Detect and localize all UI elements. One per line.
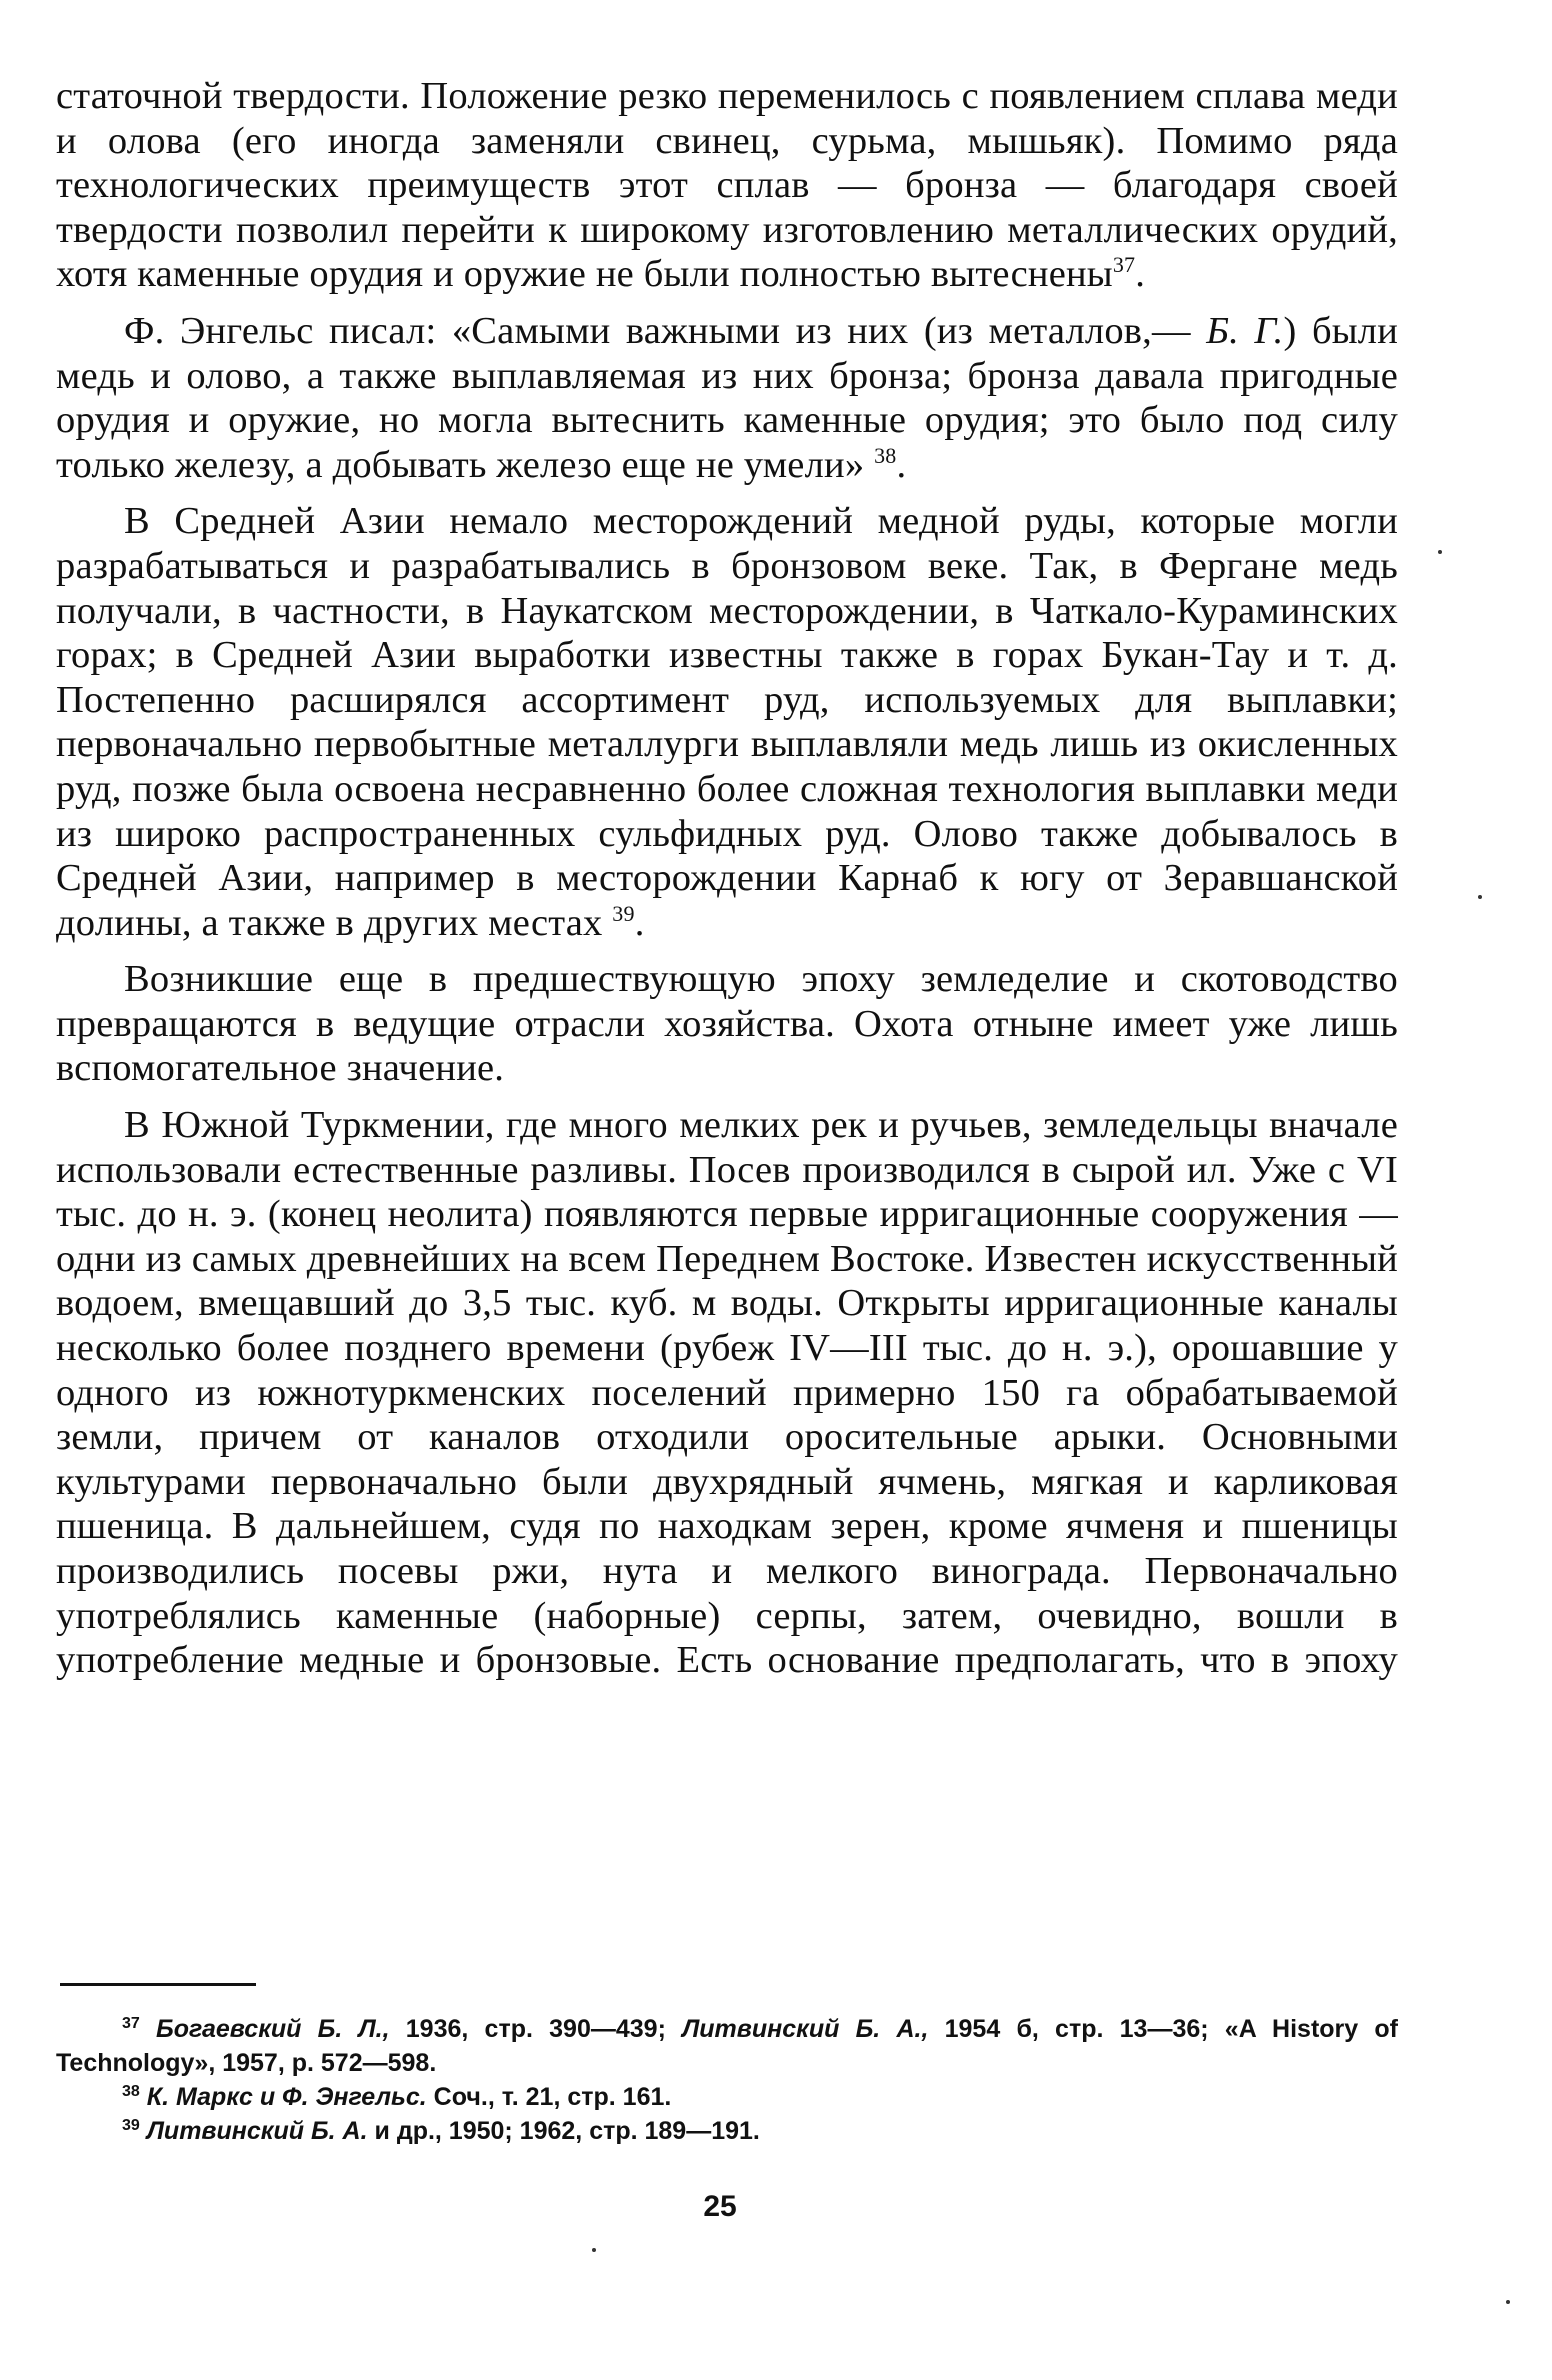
author-initials: Б. Г.: [1206, 309, 1284, 352]
scan-speck: [1478, 895, 1482, 899]
footnotes: [56, 2012, 1398, 2148]
footnote-ref: 39: [612, 900, 635, 926]
paragraph: Ф. Энгельс писал: «Самыми важными из них (из металлов,— Б. Г.) были медь и олово, а также выплавляемая из них бронза; бронза давала пригодные орудия и оружие, но могла вытеснить каменные орудия; это было под силу только железу, а добывать железо еще не умели» $^{38}$.: [56, 309, 1399, 486]
footnote-ref: 37: [1112, 252, 1136, 278]
footnote: $^{39}$ Литвинский Б. А. и др., 1950; 1962, стр. 189—191.: [122, 2117, 760, 2145]
paragraph: В Средней Азии немало месторождений медной руды, которые могли разрабатываться и разрабатывались в бронзовом веке. Так, в Фергане медь получали, в частности, в Наукатском месторождении, в Чаткало-Кураминских горах; в Средней Азии выработки известны также в горах Букан-Тау и т. д. Постепенно расширялся ассортимент руд, используемых для выплавки; первоначально первобытные металлурги выплавляли медь лишь из окисленных руд, позже была освоена несравненно более сложная технология выплавки меди из широко распространенных сульфидных руд. Олово также добывалось в Средней Азии, например в месторождении Карнаб к югу от Зеравшанской долины, а также в других местах $^{39}$.: [56, 500, 1398, 944]
paragraph: статочной твердости. Положение резко переменилось с появлением сплава меди и олова (его иногда заменяли свинец, сурьма, мышьяк). Помимо ряда технологических преимуществ этот сплав — бронза — благодаря своей твердости позволил перейти к широкому изготовлению металлических орудий, хотя каменные орудия и оружие не были полностью вытеснены$^{37}$.: [56, 75, 1398, 296]
footnote: $^{38}$ К. Маркс и Ф. Энгельс. Соч., т. 21, стр. 161.: [122, 2083, 672, 2111]
footnote-ref: 38: [874, 442, 897, 468]
scan-speck: [592, 2248, 596, 2252]
footnote: $^{37}$ Богаевский Б. Л., 1936, стр. 390—439; Литвинский Б. А., 1954 б, стр. 13—36; «A History of Technology», 1957, p. 572—598.: [56, 2015, 1398, 2077]
scan-speck: [1438, 550, 1442, 554]
paragraph: В Южной Туркмении, где много мелких рек и ручьев, земледельцы вначале использовали естественные разливы. Посев производился в сырой ил. Уже с VI тыс. до н. э. (конец неолита) появляются первые ирригационные сооружения — одни из самых древнейших на всем Переднем Востоке. Известен искусственный водоем, вмещавший до 3,5 тыс. куб. м воды. Открыты ирригационные каналы несколько более позднего времени (рубеж IV—III тыс. до н. э.), орошавшие у одного из южнотуркменских поселений примерно 150 га обрабатываемой земли, причем от каналов отходили оросительные арыки. Основными культурами первоначально были двухрядный ячмень, мягкая и карликовая пшеница. В дальнейшем, судя по находкам зерен, кроме ячменя и пшеницы производились посевы ржи, нута и мелкого винограда. Первоначально употреблялись каменные (наборные) серпы, затем, очевидно, вошли в употребление медные и бронзовые. Есть основание предполагать, что в эпоху: [56, 1104, 1398, 1682]
paragraph: Возникшие еще в предшествующую эпоху земледелие и скотоводство превращаются в ведущие отрасли хозяйства. Охота отныне имеет уже лишь вспомогательное значение.: [56, 958, 1398, 1090]
main-text: [56, 74, 1398, 1683]
footnote-divider: [60, 1983, 256, 1986]
page-number: 25: [703, 2190, 737, 2223]
scan-speck: [1506, 2300, 1510, 2304]
